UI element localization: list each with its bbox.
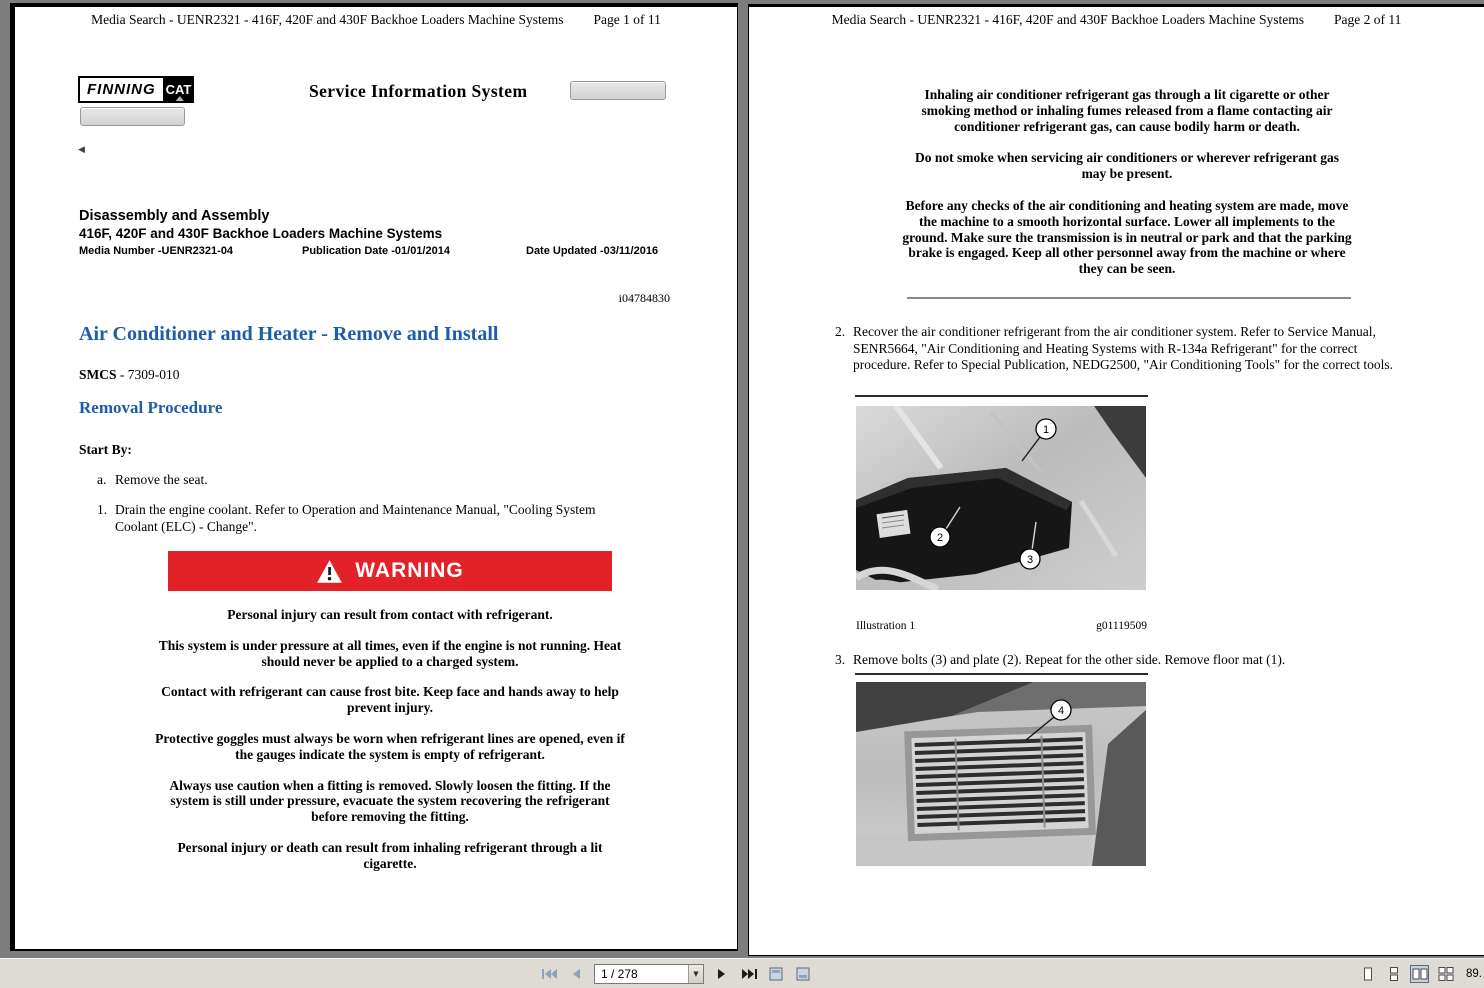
cat-logo-text: CAT <box>165 82 192 97</box>
cat-logo <box>163 76 194 103</box>
smcs-label: SMCS <box>79 367 117 382</box>
safety-paragraph: Before any checks of the air conditioning and heating system are made, move the machine to a smooth horizontal surface. Lower all implements to the ground. Make sure the transmission is in neutral or park and that the parking brake is engaged. Keep all other personnel away from the machine or where they can be seen. <box>902 197 1352 277</box>
page1-header-page-number: Page 1 of 11 <box>593 12 661 27</box>
continuous-layout-icon <box>1387 967 1401 981</box>
cursor-artifact-icon: ◀ <box>78 145 85 155</box>
smcs-value: - 7309-010 <box>116 367 180 382</box>
doc-type-heading: Disassembly and Assembly <box>79 208 270 224</box>
printed-form-control <box>80 107 185 126</box>
step-a-text: Remove the seat. <box>115 472 208 487</box>
page-navigation <box>540 959 812 988</box>
finning-logo-text: FINNING <box>87 81 156 98</box>
step-1-marker: 1. <box>97 502 108 517</box>
doc-id: i04784830 <box>618 291 670 305</box>
step-2-marker: 2. <box>835 324 846 339</box>
illustration2-photo <box>856 682 1146 866</box>
callout-1: 1 <box>1042 424 1050 436</box>
doc-model-heading: 416F, 420F and 430F Backhoe Loaders Machine Systems <box>79 226 443 241</box>
date-updated: Date Updated -03/11/2016 <box>526 245 659 257</box>
callout-3: 3 <box>1026 554 1034 566</box>
page2-header <box>749 12 1484 28</box>
warning-banner <box>168 551 612 591</box>
warning-paragraph: Contact with refrigerant can cause frost bite. Keep face and hands away to help prevent injury. <box>161 684 619 716</box>
step-a-marker: a. <box>97 472 107 487</box>
next-view-button[interactable] <box>794 965 812 983</box>
illustration2-rule <box>855 673 1148 675</box>
page-dropdown-arrow-icon[interactable]: ▼ <box>688 965 703 983</box>
warning-triangle-icon <box>316 559 343 584</box>
warning-paragraph: Personal injury or death can result from inhaling refrigerant through a lit cigarette. <box>177 839 603 871</box>
single-page-layout-icon <box>1361 967 1375 981</box>
page-number-input[interactable] <box>595 965 688 983</box>
page2-header-page-number: Page 2 of 11 <box>1334 12 1402 27</box>
last-page-button[interactable] <box>740 965 758 983</box>
illustration1-rule <box>855 395 1148 397</box>
step-1-text: Drain the engine coolant. Refer to Operation and Maintenance Manual, "Cooling System Coolant (ELC) - Change". <box>115 502 596 534</box>
printed-form-control <box>570 81 666 100</box>
callout-2: 2 <box>936 532 944 544</box>
page1-header-title: Media Search - UENR2321 - 416F, 420F and 430F Backhoe Loaders Machine Systems <box>91 12 564 27</box>
continuous-facing-layout-icon <box>1438 967 1454 981</box>
previous-view-button[interactable] <box>767 965 785 983</box>
safety-paragraph: Do not smoke when servicing air conditioners or wherever refrigerant gas may be present. <box>915 150 1339 182</box>
zoom-level-text: 89. <box>1466 968 1482 980</box>
previous-page-icon <box>570 967 582 981</box>
single-page-layout-button[interactable] <box>1358 965 1377 983</box>
page1-header <box>15 12 737 28</box>
last-page-icon <box>741 967 758 981</box>
step-2 <box>835 324 1400 374</box>
document-page-2 <box>748 4 1484 956</box>
previous-view-icon <box>768 967 784 981</box>
continuous-facing-layout-button[interactable] <box>1436 965 1455 983</box>
step-1 <box>97 502 627 535</box>
previous-page-button[interactable] <box>567 965 585 983</box>
warning-paragraph: Protective goggles must always be worn when refrigerant lines are opened, even if the gauges indicate the system is empty of refrigerant. <box>155 730 625 762</box>
section-divider <box>907 297 1351 299</box>
first-page-button[interactable] <box>540 965 558 983</box>
viewer-toolbar <box>0 958 1484 988</box>
page-layout-controls <box>1358 959 1482 988</box>
cat-logo-triangle-icon <box>175 96 183 101</box>
next-view-icon <box>795 967 811 981</box>
warning-paragraph: This system is under pressure at all times, even if the engine is not running. Heat should never be applied to a charged system. <box>158 637 622 669</box>
page-number-combo <box>594 964 704 984</box>
safety-paragraphs <box>901 87 1353 293</box>
warning-paragraphs <box>155 607 625 887</box>
warning-paragraph: Personal injury can result from contact with refrigerant. <box>227 607 553 622</box>
publication-date: Publication Date -01/01/2014 <box>302 245 450 257</box>
media-number: Media Number -UENR2321-04 <box>79 245 234 257</box>
safety-paragraph: Inhaling air conditioner refrigerant gas through a lit cigarette or other smoking method or inhaling fumes released from a flame contacting air conditioner refrigerant gas, can cause bodily harm or death. <box>921 87 1333 134</box>
article-title: Air Conditioner and Heater - Remove and Install <box>79 323 499 345</box>
next-page-button[interactable] <box>713 965 731 983</box>
first-page-icon <box>541 967 558 981</box>
illustration2-image <box>856 682 1146 866</box>
start-by-label: Start By: <box>79 442 132 457</box>
section-title: Removal Procedure <box>79 398 223 417</box>
callout-4: 4 <box>1057 705 1065 717</box>
step-3-text: Remove bolts (3) and plate (2). Repeat for the other side. Remove floor mat (1). <box>853 652 1286 667</box>
step-a <box>97 472 637 489</box>
continuous-layout-button[interactable] <box>1384 965 1403 983</box>
facing-layout-button[interactable] <box>1410 965 1429 983</box>
illustration1-image <box>856 406 1146 590</box>
facing-layout-icon <box>1412 967 1428 981</box>
smcs-line <box>79 367 180 383</box>
step-2-text: Recover the air conditioner refrigerant from the air conditioner system. Refer to Service Manual, SENR5664, "Air Conditioning and Heating Systems with R-134a Refrigerant" for the correct procedure. Refer to Special Publication, NEDG2500, "Air Conditioning Tools" for the correct tools. <box>853 324 1393 372</box>
document-page-1 <box>10 3 738 951</box>
illustration1-ref: g01119509 <box>1096 620 1147 632</box>
finning-logo <box>78 76 165 103</box>
illustration1-caption-row <box>856 620 1147 632</box>
page2-header-title: Media Search - UENR2321 - 416F, 420F and 430F Backhoe Loaders Machine Systems <box>831 12 1305 27</box>
sis-title: Service Information System <box>309 81 528 101</box>
warning-label: WARNING <box>355 559 464 582</box>
illustration1-caption: Illustration 1 <box>856 620 916 632</box>
step-3-marker: 3. <box>835 652 846 667</box>
warning-paragraph: Always use caution when a fitting is removed. Slowly loosen the fitting. If the system is still under pressure, evacuate the system recovering the refrigerant before removing the fitting. <box>169 777 611 825</box>
step-3 <box>835 652 1400 669</box>
next-page-icon <box>716 967 728 981</box>
illustration1-photo <box>856 406 1146 590</box>
